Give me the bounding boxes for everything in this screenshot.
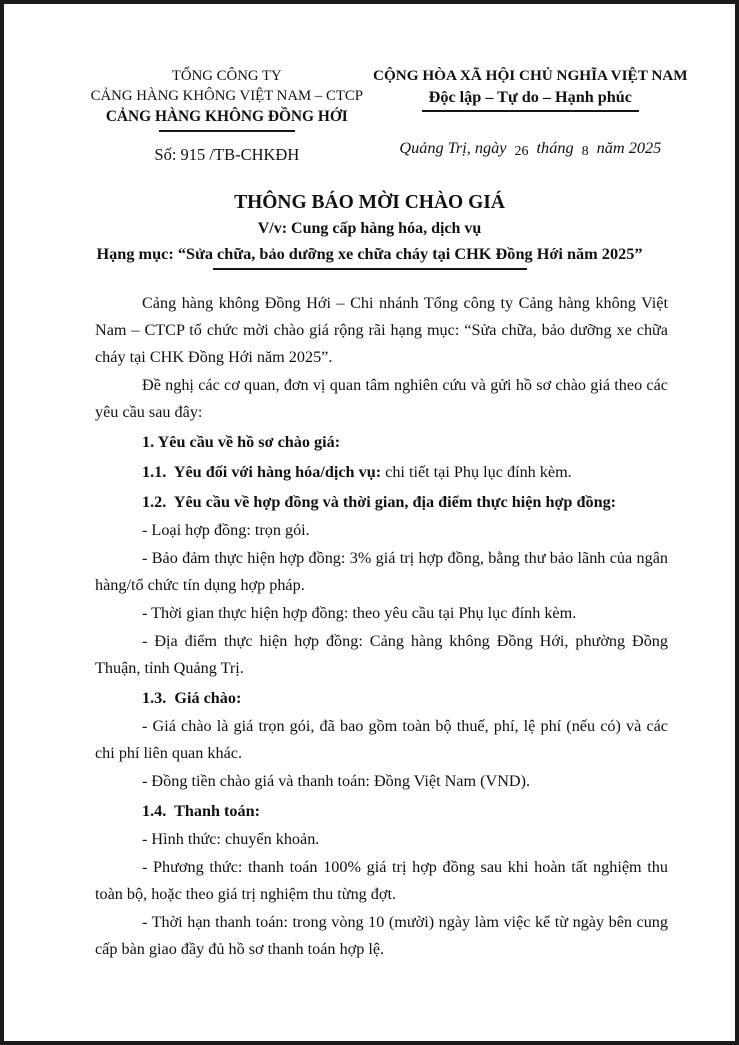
national-title: CỘNG HÒA XÃ HỘI CHỦ NGHĨA VIỆT NAM (373, 67, 688, 84)
paragraph (95, 517, 668, 544)
section-heading (95, 798, 668, 825)
bold-text: 1. Yêu cầu về hồ sơ chào giá: (142, 433, 341, 451)
dateline-day: 26 (514, 144, 529, 159)
dateline-month-label: tháng (536, 138, 574, 157)
bold-text: 1.1. Yêu đối với hàng hóa/dịch vụ: (142, 463, 386, 481)
paragraph (95, 826, 668, 853)
paragraph (95, 372, 668, 426)
paragraph (95, 600, 668, 627)
section-heading (95, 489, 668, 516)
body-text: - Bảo đảm thực hiện hợp đồng: 3% giá trị hợp đồng, bằng thư bảo lãnh của ngân hàng/tổ chức tín dụng hợp pháp. (95, 549, 668, 594)
paragraph (95, 713, 668, 767)
paragraph (95, 545, 668, 599)
body-text: - Hình thức: chuyển khoản. (142, 830, 320, 848)
paragraph (95, 854, 668, 908)
dateline-month: 8 (581, 144, 589, 159)
bold-text: 1.4. Thanh toán: (142, 802, 260, 820)
body-text: - Thời gian thực hiện hợp đồng: theo yêu cầu tại Phụ lục đính kèm. (142, 604, 577, 622)
document-body (4, 270, 735, 963)
body-text: Đề nghị các cơ quan, đơn vị quan tâm nghiên cứu và gửi hồ sơ chào giá theo các yêu cầu sau đây: (95, 376, 668, 421)
document-subject: V/v: Cung cấp hàng hóa, dịch vụ (257, 220, 482, 237)
paragraph (95, 768, 668, 795)
bold-text: 1.2. Yêu cầu về hợp đồng và thời gian, địa điểm thực hiện hợp đồng: (142, 493, 617, 511)
document-header (4, 4, 735, 166)
body-text: chi tiết tại Phụ lục đính kèm. (385, 463, 572, 481)
paragraph (95, 290, 668, 371)
body-text: - Địa điểm thực hiện hợp đồng: Cảng hàng không Đồng Hới, phường Đồng Thuận, tỉnh Quảng Trị. (95, 632, 668, 677)
paragraph (95, 628, 668, 682)
body-text: - Thời hạn thanh toán: trong vòng 10 (mười) ngày làm việc kể từ ngày bên cung cấp bàn giao đầy đủ hồ sơ thanh toán hợp lệ. (95, 913, 668, 958)
dateline-year: năm 2025 (596, 138, 662, 157)
section-heading (95, 459, 668, 486)
body-text: - Phương thức: thanh toán 100% giá trị hợp đồng sau khi hoàn tất nghiệm thu toàn bộ, hoặc theo giá trị nghiệm thu từng đợt. (95, 858, 668, 903)
national-motto: Độc lập – Tự do – Hạnh phúc (422, 86, 639, 112)
org-name: CẢNG HÀNG KHÔNG VIỆT NAM – CTCP (90, 88, 363, 104)
document-number: Số: 915 /TB-CHKĐH (154, 145, 300, 164)
body-text: - Đồng tiền chào giá và thanh toán: Đồng Việt Nam (VND). (142, 772, 531, 790)
body-text: - Loại hợp đồng: trọn gói. (142, 521, 310, 539)
issuing-org-block (83, 66, 371, 166)
document-title-block (4, 189, 735, 270)
bold-text: 1.3. Giá chào: (142, 689, 242, 707)
dateline-prefix: Quảng Trị, ngày (399, 138, 507, 157)
document-title: THÔNG BÁO MỜI CHÀO GIÁ (234, 192, 505, 213)
national-header-block (371, 66, 690, 166)
body-text: Cảng hàng không Đồng Hới – Chi nhánh Tổng công ty Cảng hàng không Việt Nam – CTCP tổ chức mời chào giá rộng rãi hạng mục: “Sửa chữa, bảo dưỡng xe chữa cháy tại CHK Đồng Hới năm 2025”. (95, 294, 668, 366)
body-text: - Giá chào là giá trọn gói, đã bao gồm toàn bộ thuế, phí, lệ phí (nếu có) và các chi phí liên quan khác. (95, 717, 668, 762)
parent-org-name: TỔNG CÔNG TY (171, 68, 282, 84)
section-heading (95, 429, 668, 456)
section-heading (95, 685, 668, 712)
branch-name: CẢNG HÀNG KHÔNG ĐỒNG HỚI (105, 108, 348, 125)
org-underline (159, 130, 295, 132)
document-item: Hạng mục: “Sửa chữa, bảo dưỡng xe chữa cháy tại CHK Đồng Hới năm 2025” (96, 244, 643, 263)
paragraph (95, 909, 668, 963)
place-dateline (371, 137, 690, 161)
